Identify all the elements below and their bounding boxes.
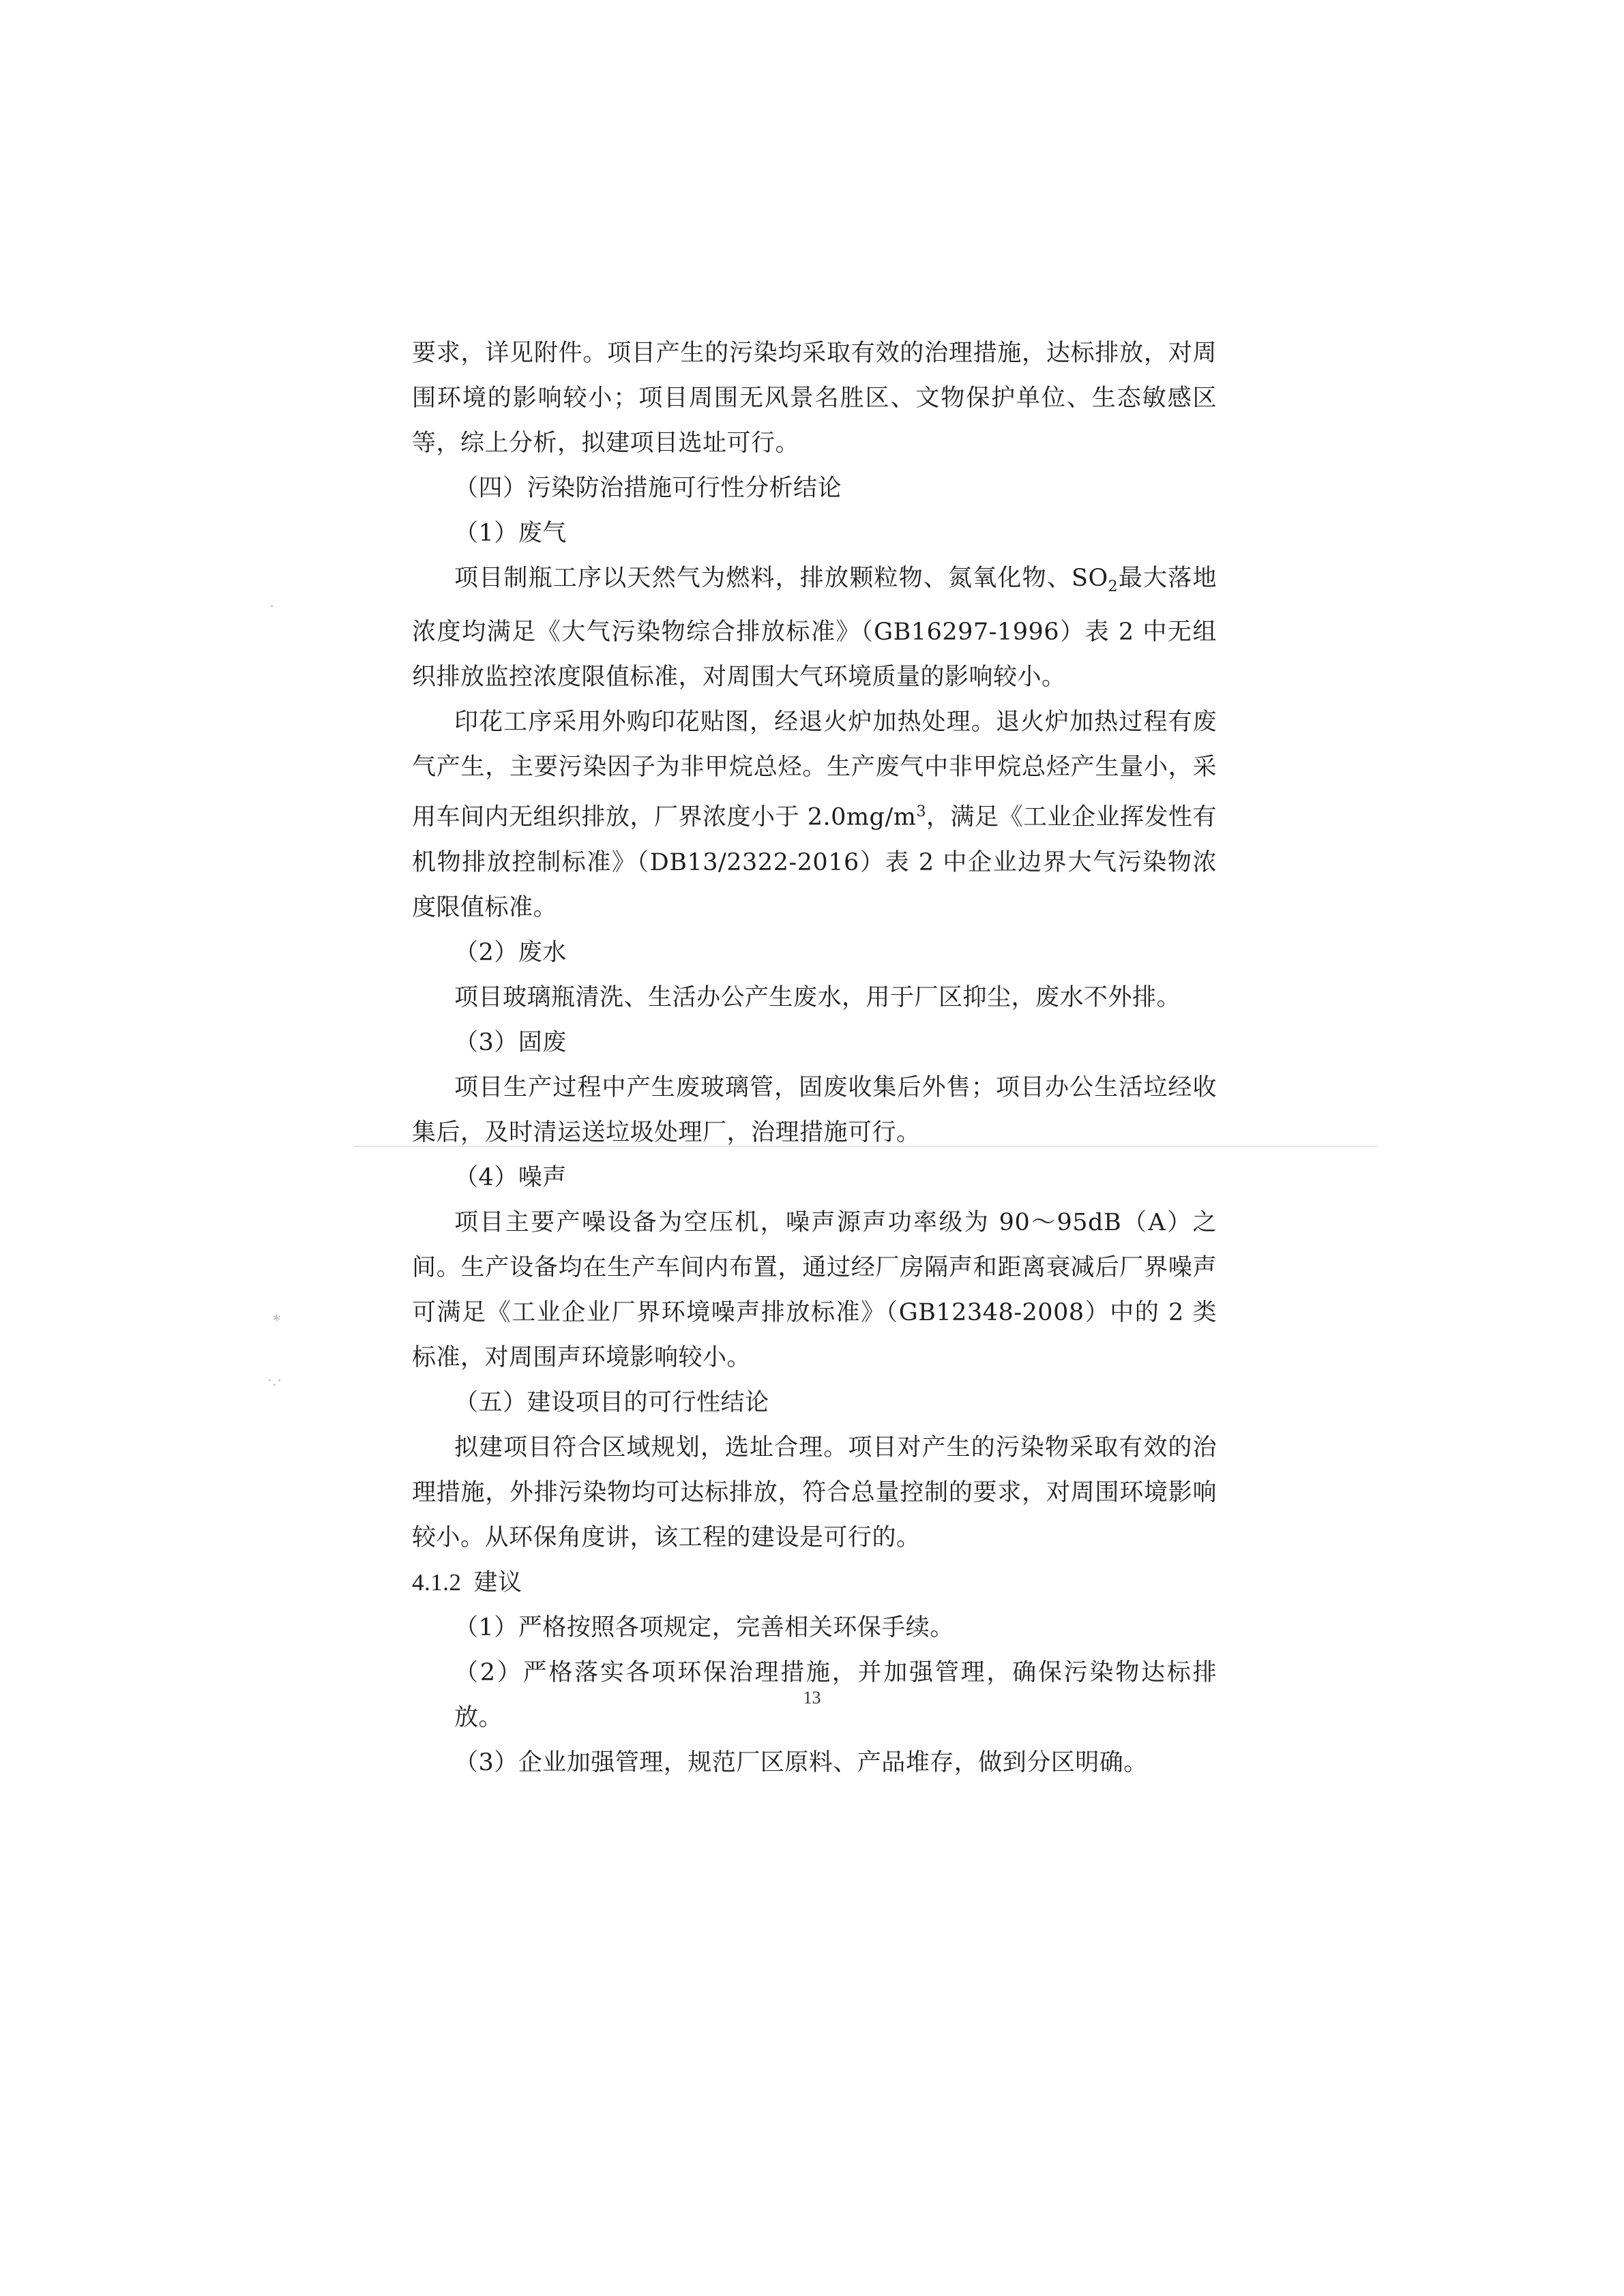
document-body (412, 331, 1217, 1785)
paragraph-text: ，满足《工业企业挥发性有机物排放控制标准》（DB13/2322-2016）表 2 中企业边界大气污染物浓度限值标准。 (412, 803, 1217, 921)
paragraph-text: 最大落地浓度均满足《大气污染物综合排放标准》（GB16297-1996）表 2 中无组织排放监控浓度限值标准，对周围大气环境质量的影响较小。 (412, 565, 1217, 691)
paragraph-printing-emissions (412, 700, 1217, 930)
scan-speck: ·.· (267, 1373, 282, 1390)
heading-waste-water: （2）废水 (454, 938, 567, 966)
section-heading (412, 1560, 1217, 1605)
page-number: 13 (803, 1688, 821, 1708)
paragraph-text: 项目制瓶工序以天然气为燃料，排放颗粒物、氮氧化物、SO (454, 565, 1108, 592)
subscript: 2 (1108, 578, 1119, 595)
recommendation-item: （1）严格按照各项规定，完善相关环保手续。 (454, 1613, 954, 1641)
paragraph-bottle-making-emissions (412, 556, 1217, 700)
paragraph-feasibility: 拟建项目符合区域规划，选址合理。项目对产生的污染物采取有效的治理措施，外排污染物均可达标排放，符合总量控制的要求，对周围环境影响较小。从环保角度讲，该工程的建设是可行的。 (412, 1433, 1217, 1551)
heading-feasibility: （五）建设项目的可行性结论 (454, 1388, 769, 1416)
paragraph-site-selection: 要求，详见附件。项目产生的污染均采取有效的治理措施，达标排放，对周围环境的影响较小；项目周围无风景名胜区、文物保护单位、生态敏感区等，综上分析，拟建项目选址可行。 (412, 340, 1217, 457)
heading-solid-waste: （3）固废 (454, 1028, 567, 1056)
scan-speck: · (269, 599, 274, 616)
scan-speck: ⁎ (273, 1308, 280, 1325)
paragraph-waste-water: 项目玻璃瓶清洗、生活办公产生废水，用于厂区抑尘，废水不外排。 (454, 983, 1181, 1011)
paragraph-text: 印花工序采用外购印花贴图，经退火炉加热处理。退火炉加热过程有废气产生，主要污染因子为非甲烷总烃。生产废气中非甲烷总烃产生量小，采用车间内无组织排放，厂界浓度小于 2.0mg/m (412, 709, 1217, 831)
section-number: 4.1.2 (412, 1568, 462, 1596)
heading-pollution-control: （四）污染防治措施可行性分析结论 (454, 475, 842, 502)
paragraph-solid-waste: 项目生产过程中产生废玻璃管，固废收集后外售；项目办公生活垃经收集后，及时清运送垃圾处理厂，治理措施可行。 (412, 1073, 1217, 1146)
section-title: 建议 (473, 1568, 522, 1596)
paragraph-noise: 项目主要产噪设备为空压机，噪声源声功率级为 90～95dB（A）之间。生产设备均在生产车间内布置，通过经厂房隔声和距离衰减后厂界噪声可满足《工业企业厂界环境噪声排放标准》（GB12348-2008）中的 2 类标准，对周围声环境影响较小。 (412, 1208, 1217, 1371)
heading-noise: （4）噪声 (454, 1163, 567, 1191)
heading-waste-gas: （1）废气 (454, 520, 567, 547)
recommendation-item: （2）严格落实各项环保治理措施，并加强管理，确保污染物达标排放。 (454, 1658, 1217, 1731)
recommendation-item: （3）企业加强管理，规范厂区原料、产品堆存，做到分区明确。 (454, 1748, 1148, 1776)
superscript: 3 (916, 803, 926, 820)
